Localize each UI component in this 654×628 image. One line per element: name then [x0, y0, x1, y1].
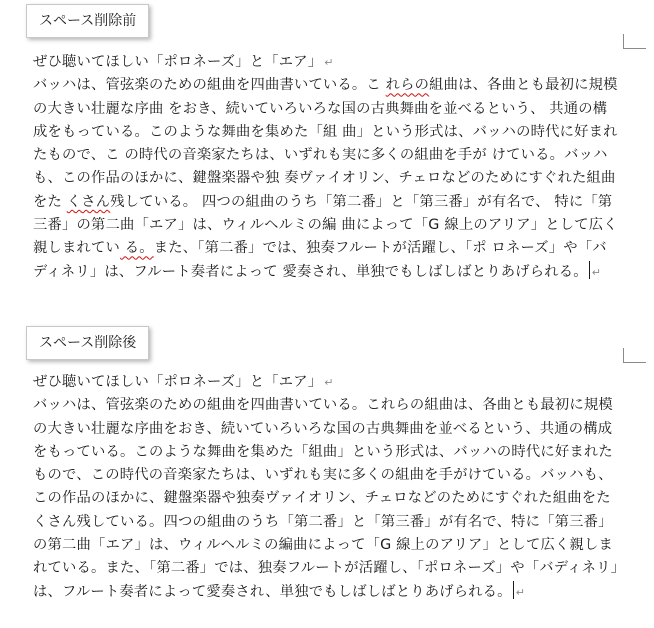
- spellcheck-underline: る。: [119, 240, 154, 257]
- text-cursor: [513, 581, 514, 599]
- text-run: は、フルート奏者によって愛奏され、単独でもしばしばとりあげられる。: [33, 583, 512, 600]
- after-label: スペース削除後: [26, 326, 149, 360]
- margin-corner-mark: [623, 348, 646, 363]
- text-run: また、「第二番」では、独奏フルートが活躍し、「ポ ロネーズ」や「バ: [153, 240, 607, 257]
- text-cursor: [589, 261, 590, 279]
- before-line-9: [33, 261, 625, 284]
- paragraph-mark-icon: ↵: [515, 585, 526, 599]
- after-heading-line: [33, 371, 625, 394]
- after-heading: ぜひ聴いてほしい「ポロネーズ」と「エア」: [33, 374, 323, 390]
- before-line-2: [33, 98, 625, 121]
- before-document-body[interactable]: [33, 51, 625, 284]
- section-after: [0, 320, 654, 628]
- after-line-7: の第二曲「エア」は、ウィルヘルミの編曲によって「G 線上のアリア」として広く親しま: [33, 537, 613, 554]
- text-run: たもので、こ の時代の音楽家たちは、いずれも実に多くの組曲を手が けている。バッハ: [33, 147, 608, 164]
- text-run: 三番」の第二曲「エア」は、ウィルヘルミの編 曲によって「G 線上のアリア」として広く: [33, 217, 618, 234]
- margin-corner-mark: [623, 34, 646, 49]
- after-line-3: をもっている。このような舞曲を集めた「組曲」という形式は、バッハの時代に好まれた: [33, 443, 613, 460]
- after-line-5: この作品のほかに、鍵盤楽器や独奏ヴァイオリン、チェロなどのためにすぐれた組曲をた: [33, 490, 611, 507]
- after-line-8: れている。また、「第二番」では、独奏フルートが活躍し、「ポロネーズ」や「バディネリ」: [33, 560, 625, 577]
- text-run: の大きい壮麗な序曲 をおき、続いていろいろな国の古典舞曲を並べるという、 共通の構: [33, 100, 608, 117]
- after-line-2: の大きい壮麗な序曲をおき、続いていろいろな国の古典舞曲を並べるという、共通の構成: [33, 420, 613, 437]
- text-run: も、この作品のほかに、鍵盤楽器や独 奏ヴァイオリン、チェロなどのためにすぐれた組曲: [33, 170, 616, 187]
- before-line-1: [33, 74, 625, 97]
- paragraph-mark-icon: ↵: [324, 56, 334, 69]
- paragraph-mark-icon: ↵: [591, 265, 602, 279]
- before-line-5: [33, 167, 625, 190]
- after-line-9: [33, 581, 625, 604]
- before-line-4: [33, 144, 625, 167]
- before-line-7: [33, 214, 625, 237]
- before-line-6: [33, 191, 625, 214]
- before-heading-line: [33, 51, 625, 74]
- before-label: スペース削除前: [26, 4, 149, 38]
- after-line-1: バッハは、管弦楽のための組曲を四曲書いている。これらの組曲は、各曲とも最初に規模: [33, 397, 613, 414]
- paragraph-mark-icon: ↵: [324, 376, 334, 389]
- text-run: バッハは、管弦楽のための組曲を四曲書いている。こ: [33, 77, 386, 94]
- before-heading: ぜひ聴いてほしい「ポロネーズ」と「エア」: [33, 54, 323, 70]
- before-line-8: [33, 237, 625, 260]
- text-run: 成をもっている。このような舞曲を集めた「組 曲」という形式は、バッハの時代に好まれ: [33, 123, 618, 140]
- section-before: [0, 0, 654, 310]
- text-run: ディネリ」は、フルート奏者によって 愛奏され、単独でもしばしばとりあげられる。: [33, 263, 588, 280]
- text-run: 残している。 四つの組曲のうち「第二番」と「第三番」が有名で、 特に「第: [110, 193, 613, 210]
- after-document-body[interactable]: [33, 371, 625, 604]
- spellcheck-underline: れらの: [385, 77, 430, 94]
- text-run: 組曲は、各曲とも最初に規模: [429, 77, 618, 94]
- text-run: 親しまれてい: [33, 240, 120, 257]
- after-line-4: もので、この時代の音楽家たちは、いずれも実に多くの組曲を手がけている。バッハも、: [33, 467, 613, 484]
- text-run: をた: [33, 193, 67, 210]
- before-line-3: [33, 121, 625, 144]
- after-line-6: くさん残している。四つの組曲のうち「第二番」と「第三番」が有名で、特に「第三番」: [33, 513, 613, 530]
- spellcheck-underline: くさん: [66, 193, 111, 210]
